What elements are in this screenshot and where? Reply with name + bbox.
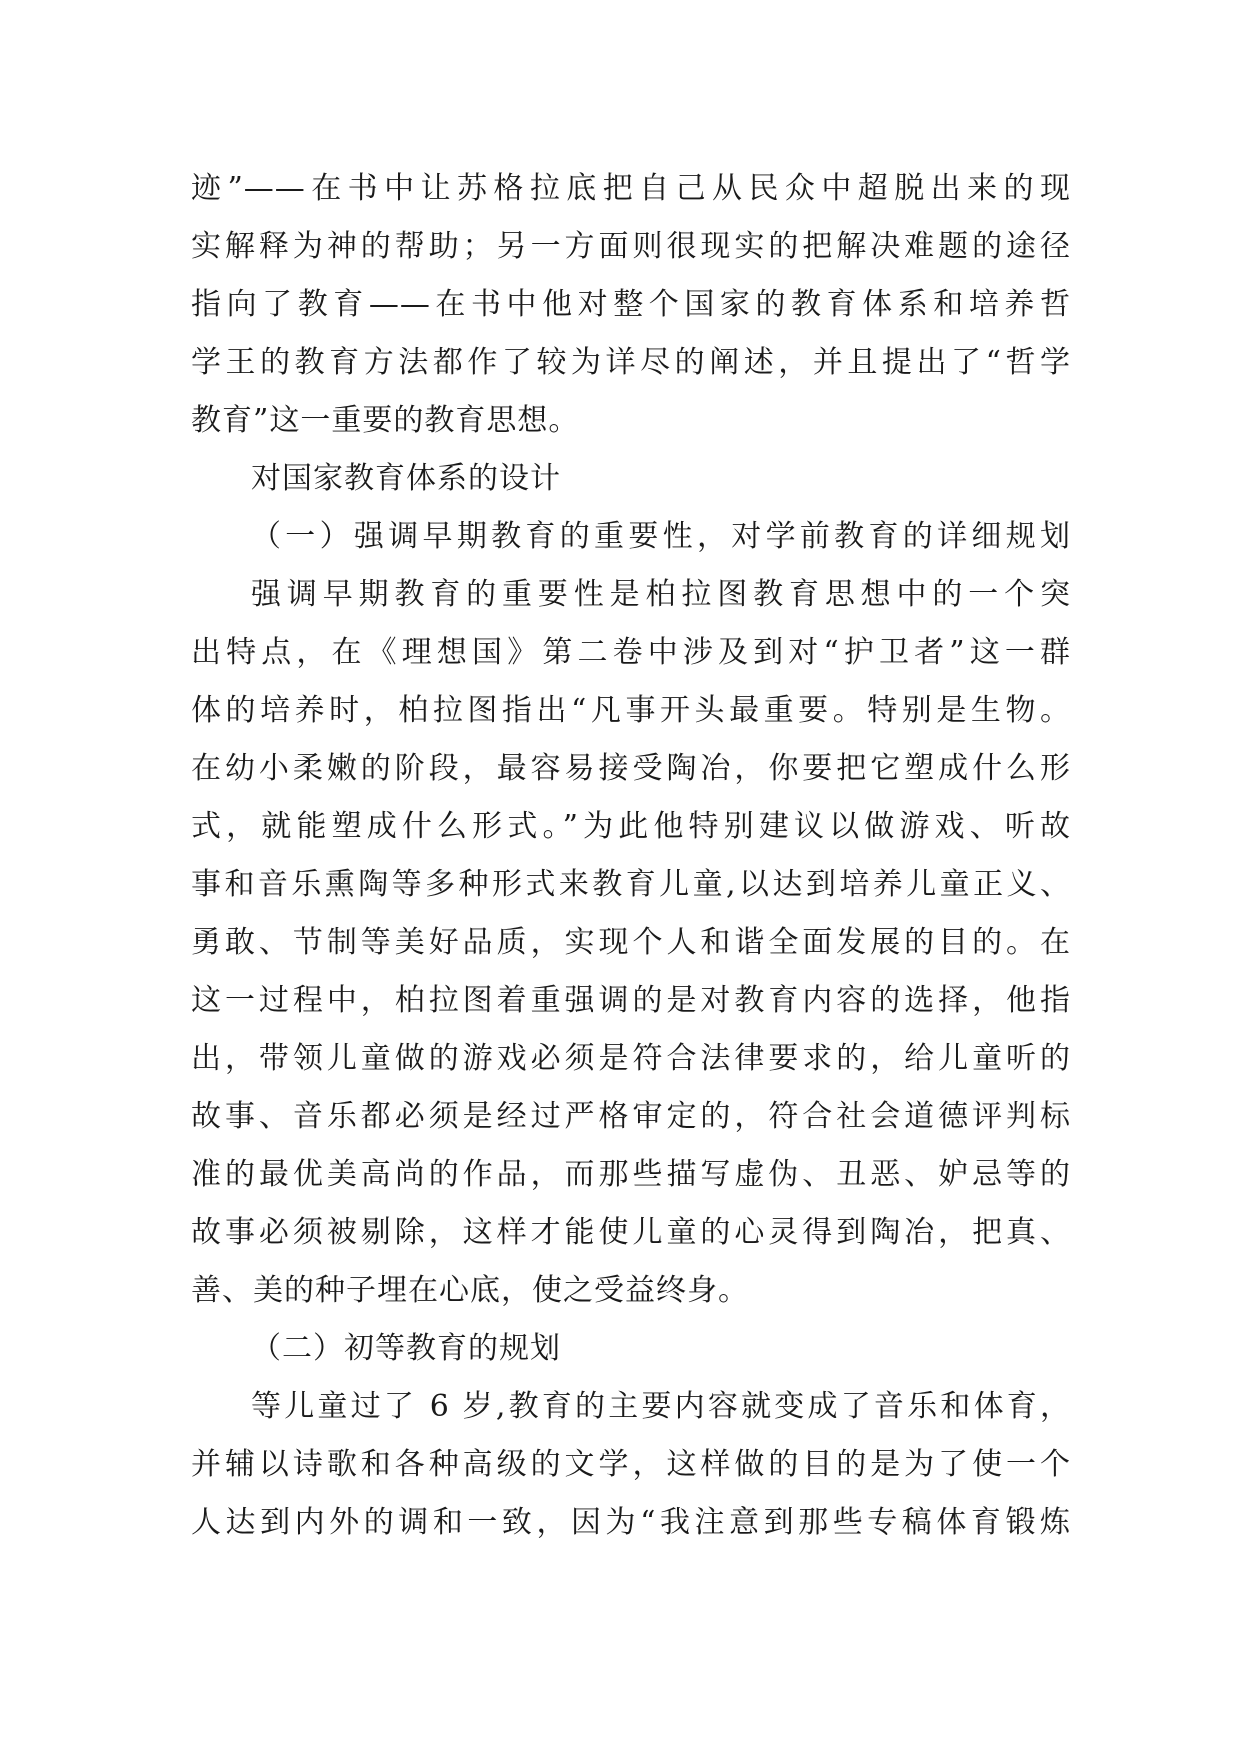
text-line: 故事、音乐都必须是经过严格审定的，符合社会道德评判标 bbox=[191, 1099, 1071, 1134]
text-line: 这一过程中，柏拉图着重强调的是对教育内容的选择，他指 bbox=[191, 983, 1071, 1018]
text-line: 式，就能塑成什么形式。”为此他特别建议以做游戏、听故 bbox=[191, 809, 1071, 844]
text-line: 勇敢、节制等美好品质，实现个人和谐全面发展的目的。在 bbox=[191, 925, 1071, 960]
body-text bbox=[191, 160, 1071, 1552]
text-line: 准的最优美高尚的作品，而那些描写虚伪、丑恶、妒忌等的 bbox=[191, 1157, 1071, 1192]
text-line: 体的培养时，柏拉图指出“凡事开头最重要。特别是生物。 bbox=[191, 693, 1071, 728]
text-line: 教育”这一重要的教育思想。 bbox=[191, 403, 580, 438]
text-line: 等儿童过了 6 岁,教育的主要内容就变成了音乐和体育， bbox=[251, 1389, 1071, 1424]
section-heading: 对国家教育体系的设计 bbox=[251, 461, 561, 496]
text-line: 故事必须被剔除，这样才能使儿童的心灵得到陶冶，把真、 bbox=[191, 1215, 1071, 1250]
text-line: 人达到内外的调和一致，因为“我注意到那些专稿体育锻炼 bbox=[191, 1505, 1071, 1540]
subsection-heading: （二）初等教育的规划 bbox=[251, 1331, 561, 1366]
text-line: 善、美的种子埋在心底，使之受益终身。 bbox=[191, 1273, 749, 1308]
text-line: 出，带领儿童做的游戏必须是符合法律要求的，给儿童听的 bbox=[191, 1041, 1071, 1076]
text-line: 出特点，在《理想国》第二卷中涉及到对“护卫者”这一群 bbox=[191, 635, 1071, 670]
text-line: 并辅以诗歌和各种高级的文学，这样做的目的是为了使一个 bbox=[191, 1447, 1071, 1482]
text-line: 事和音乐熏陶等多种形式来教育儿童,以达到培养儿童正义、 bbox=[191, 867, 1071, 902]
text-line: 强调早期教育的重要性是柏拉图教育思想中的一个突 bbox=[251, 577, 1071, 612]
text-line: 实解释为神的帮助；另一方面则很现实的把解决难题的途径 bbox=[191, 229, 1071, 264]
subsection-heading: （一）强调早期教育的重要性，对学前教育的详细规划 bbox=[251, 519, 1071, 554]
text-line: 在幼小柔嫩的阶段，最容易接受陶冶，你要把它塑成什么形 bbox=[191, 751, 1071, 786]
text-line: 迹”——在书中让苏格拉底把自己从民众中超脱出来的现 bbox=[191, 171, 1071, 206]
text-line: 学王的教育方法都作了较为详尽的阐述，并且提出了“哲学 bbox=[191, 345, 1071, 380]
text-line: 指向了教育——在书中他对整个国家的教育体系和培养哲 bbox=[191, 287, 1071, 322]
